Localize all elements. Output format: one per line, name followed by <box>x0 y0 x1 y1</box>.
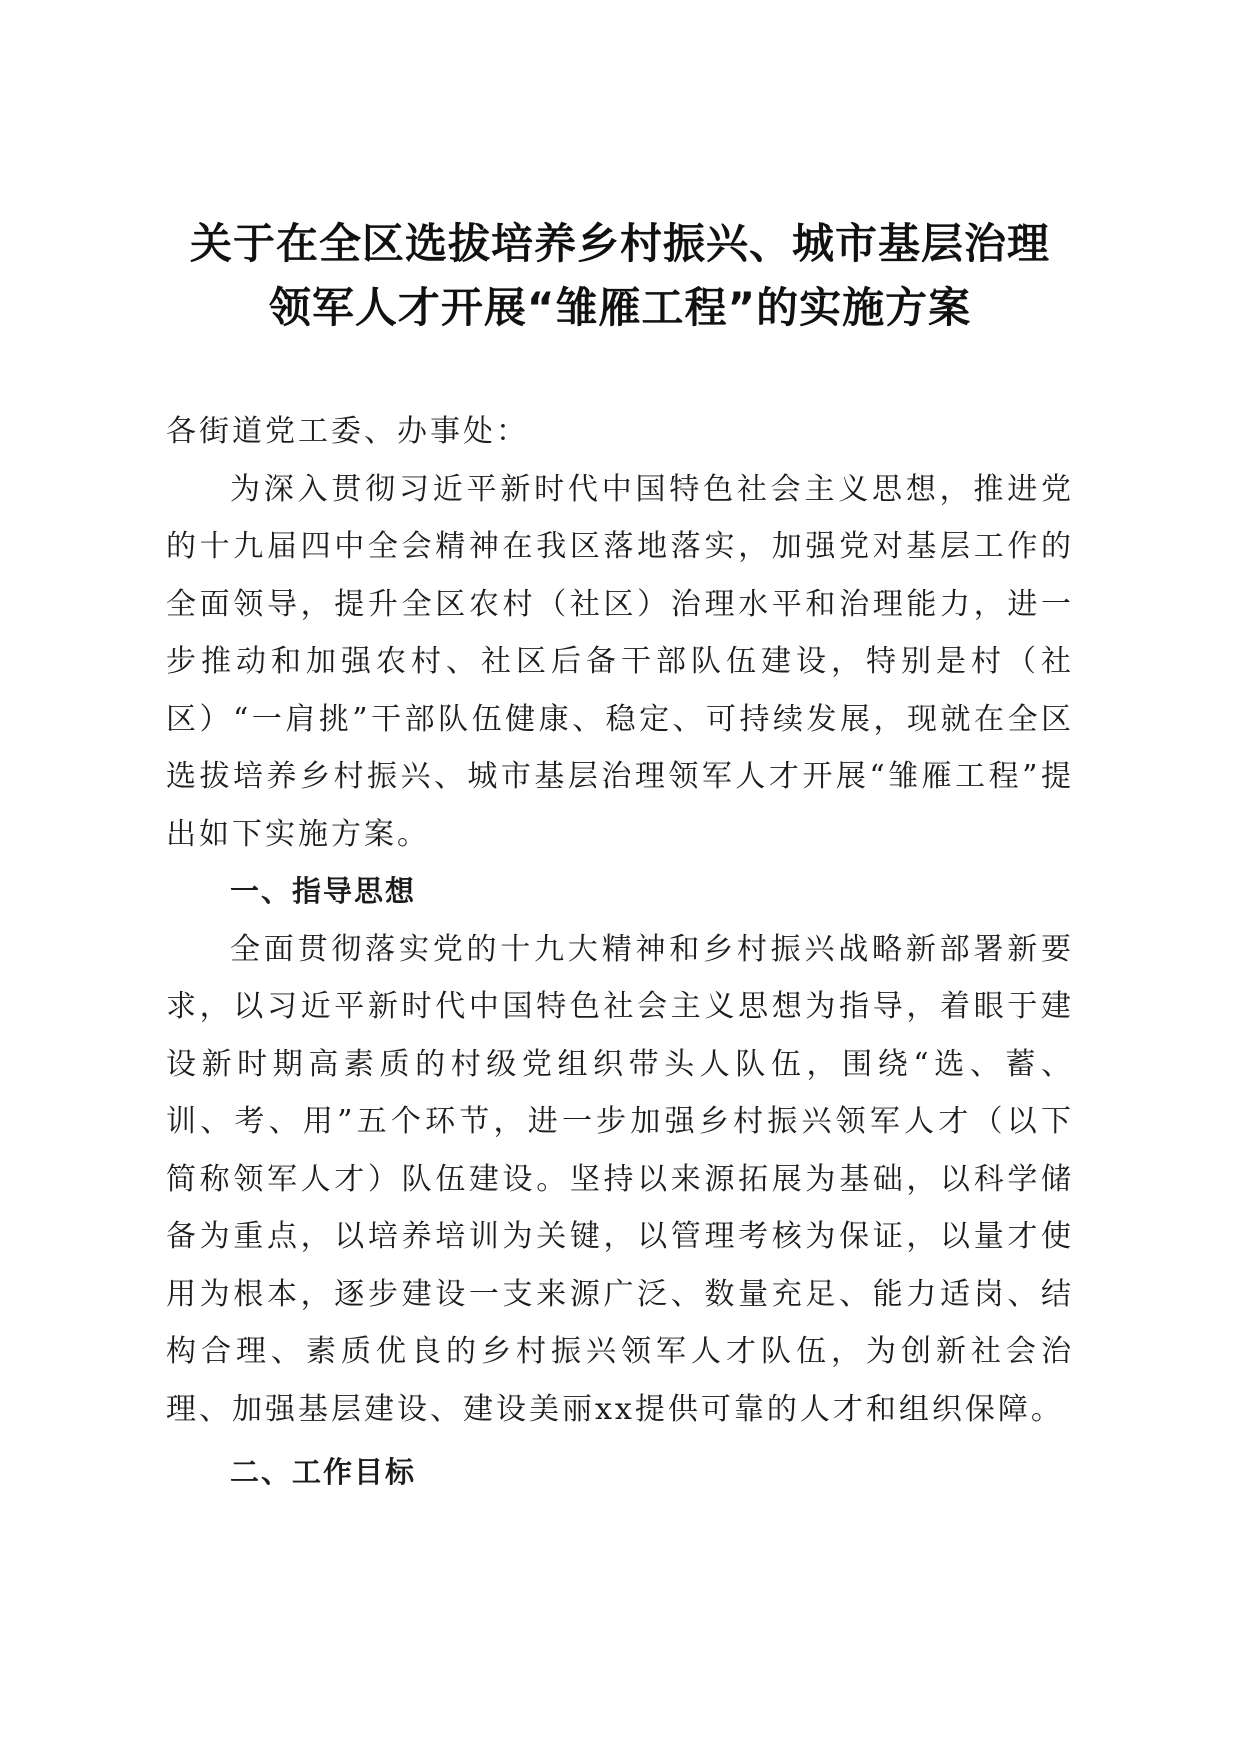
section-2-heading: 二、工作目标 <box>230 1455 417 1489</box>
document-body <box>166 403 1074 1502</box>
title-line-2: 领军人才开展“雏雁工程”的实施方案 <box>268 283 972 332</box>
section-1-heading: 一、指导思想 <box>230 874 417 908</box>
document-title <box>150 212 1090 340</box>
intro-paragraph: 为深入贯彻习近平新时代中国特色社会主义思想，推进党的十九届四中全会精神在我区落地落实，加强党对基层工作的全面领导，提升全区农村（社区）治理水平和治理能力，进一步推动和加强农村、社区后备干部队伍建设，特别是村（社区）“一肩挑”干部队伍健康、稳定、可持续发展，现就在全区选拔培养乡村振兴、城市基层治理领军人才开展“雏雁工程”提出如下实施方案。 <box>166 471 1074 852</box>
salutation: 各街道党工委、办事处： <box>166 414 529 449</box>
section-1-paragraph: 全面贯彻落实党的十九大精神和乡村振兴战略新部署新要求，以习近平新时代中国特色社会主义思想为指导，着眼于建设新时期高素质的村级党组织带头人队伍，围绕“选、蓄、训、考、用”五个环节，进一步加强乡村振兴领军人才（以下简称领军人才）队伍建设。坚持以来源拓展为基础，以科学储备为重点，以培养培训为关键，以管理考核为保证，以量才使用为根本，逐步建设一支来源广泛、数量充足、能力适岗、结构合理、素质优良的乡村振兴领军人才队伍，为创新社会治理、加强基层建设、建设美丽xx提供可靠的人才和组织保障。 <box>166 931 1074 1427</box>
title-line-1: 关于在全区选拔培养乡村振兴、城市基层治理 <box>189 219 1050 268</box>
